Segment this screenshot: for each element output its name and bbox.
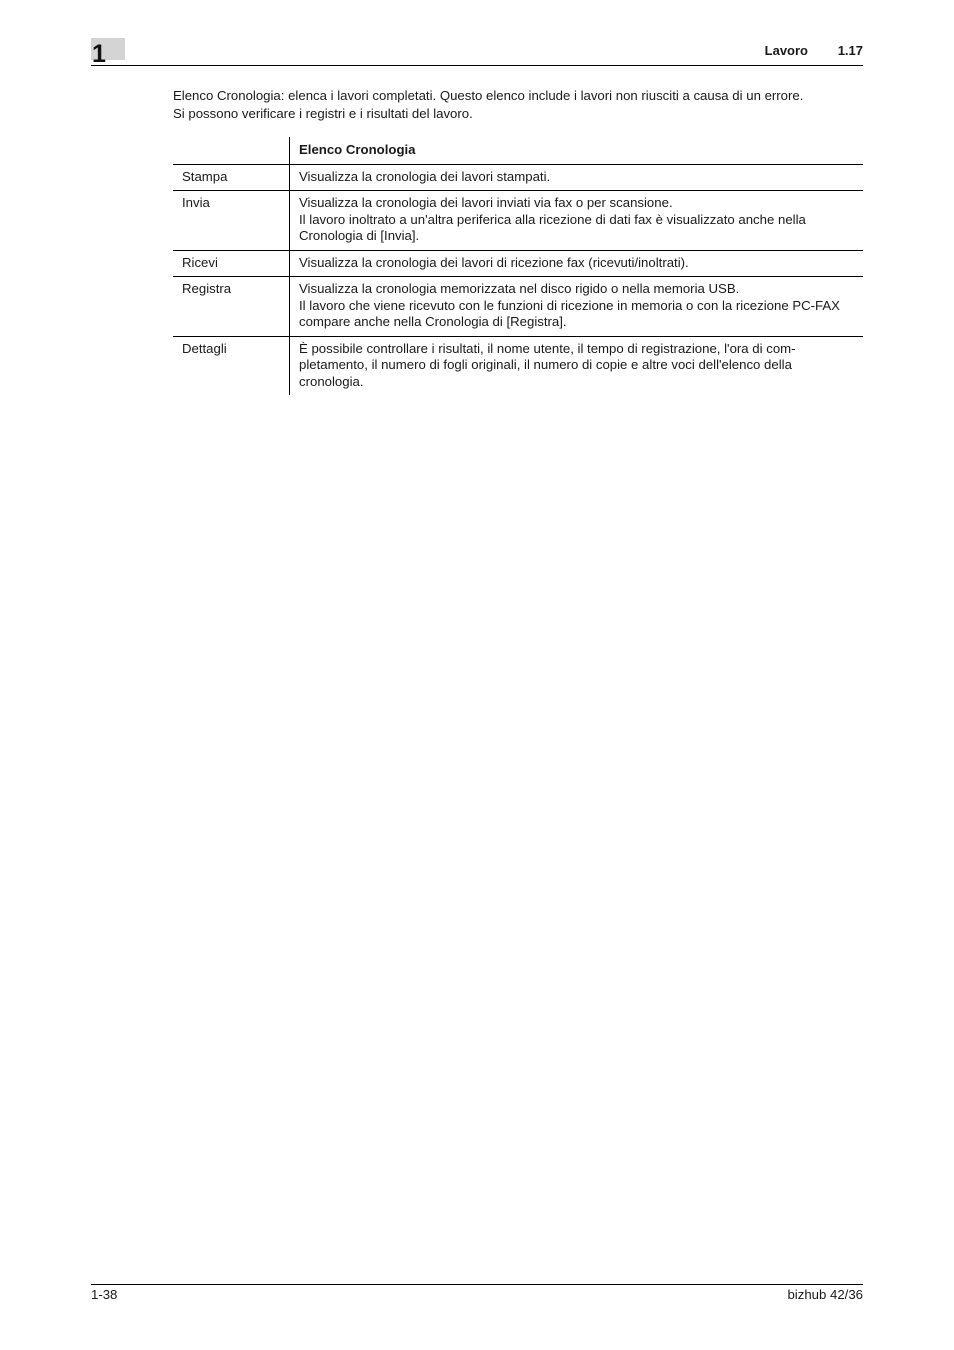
intro-line: Si possono verificare i registri e i risultati del lavoro.	[173, 105, 473, 121]
header-title: Lavoro	[764, 43, 808, 58]
description-line: Visualizza la cronologia memorizzata nel disco rigido o nella memoria USB.	[299, 281, 740, 296]
table-header-cell: Elenco Cronologia	[299, 142, 416, 157]
description-line: È possibile controllare i risultati, il nome utente, il tempo di registrazione, l'ora di com-pletamento, il numero di fogli originali, il numero di copie e altre voci dell'elenco della cronologia.	[299, 340, 796, 389]
intro-line: Elenco Cronologia: elenca i lavori completati. Questo elenco include i lavori non riusciti a causa di un errore.	[173, 88, 804, 103]
table-row-label: Ricevi	[173, 250, 290, 277]
intro-paragraph	[173, 87, 873, 122]
table-row-description	[290, 336, 864, 395]
description-line: Il lavoro inoltrato a un'altra periferica alla ricezione di dati fax è visualizzato anche nella Cronologia di [Invia].	[299, 211, 806, 243]
table-row	[173, 250, 863, 277]
table-row-label: Dettagli	[173, 336, 290, 395]
table-row-label: Stampa	[173, 164, 290, 191]
product-name: bizhub 42/36	[787, 1287, 863, 1302]
table-row	[173, 191, 863, 251]
table-row-label: Invia	[173, 191, 290, 251]
table-row-label: Registra	[173, 277, 290, 337]
table-row	[173, 336, 863, 395]
table-header-row	[173, 137, 863, 164]
description-line: Visualizza la cronologia dei lavori di ricezione fax (ricevuti/inoltrati).	[299, 254, 689, 270]
description-line: Il lavoro che viene ricevuto con le funzioni di ricezione in memoria o con la ricezione PC-FAX compare anche nella Cronologia di [Registra].	[299, 297, 840, 329]
table-row-description	[290, 277, 864, 337]
table-header-empty-cell	[173, 137, 290, 164]
table-row	[173, 164, 863, 191]
table-row-description	[290, 250, 864, 277]
footer-divider	[91, 1284, 863, 1285]
history-list-table	[173, 137, 863, 395]
page-number: 1-38	[91, 1287, 118, 1302]
table-row-description	[290, 191, 864, 251]
description-line: Visualizza la cronologia dei lavori inviati via fax o per scansione.	[299, 195, 673, 210]
chapter-number: 1	[92, 40, 106, 68]
header-divider	[91, 65, 863, 66]
description-line: Visualizza la cronologia dei lavori stampati.	[299, 168, 551, 184]
header-section-number: 1.17	[837, 43, 863, 58]
table-row	[173, 277, 863, 337]
table-row-description	[290, 164, 864, 191]
